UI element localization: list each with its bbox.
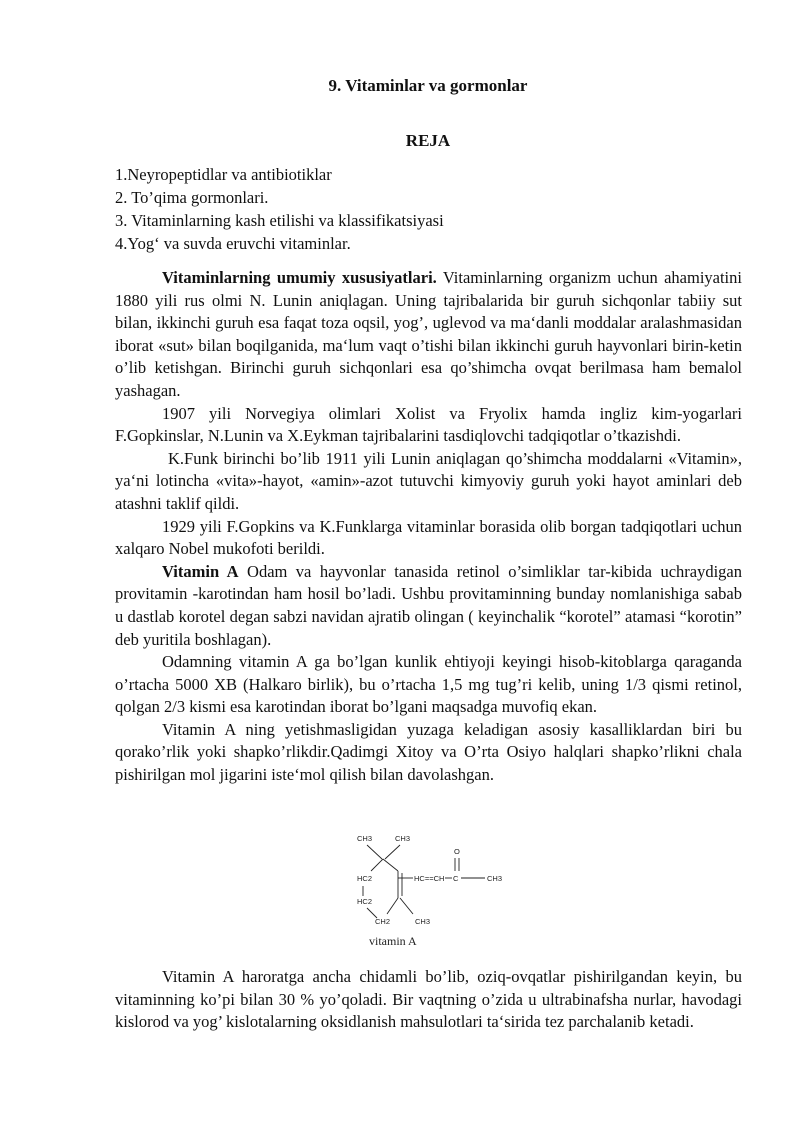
paragraph: Odamning vitamin A ga bo’lgan kunlik ehtiyoji keyingi hisob-kitoblarga qaraganda o’rtacha 5000 XB (Halkaro birlik), bu o’rtacha 1,5 mg tug’ri kelib, uning 1/3 qismi retinol, qolgan 2/3 kismi esa karotindan iborat bo’lgani maqsadga muvofiq ekan. <box>115 652 742 717</box>
main-text-continued <box>115 966 742 1034</box>
plan-item: 4.Yog‘ va suvda eruvchi vitaminlar. <box>115 234 351 253</box>
section-heading: Vitaminlarning umumiy xususiyatlari. <box>162 268 437 287</box>
label-ch3-top-right: CH3 <box>395 834 411 843</box>
bond <box>385 845 400 859</box>
paragraph: Vitamin A haroratga ancha chidamli bo’lib, oziq-ovqatlar pishirilgandan keyin, bu vitaminning ko’pi bilan 30 % yo’qoladi. Bir vaqtning o’zida u ultrabinafsha nurlar, havodagi kislorod va yog’ kislotalarning oksidlanish mahsulotlari ta‘sirida tez parchalanib ketadi. <box>115 967 742 1032</box>
paragraph: K.Funk birinchi bo’lib 1911 yili Lunin aniqlagan qo’shimcha moddalarni «Vitamin», ya‘ni lotincha «vita»-hayot, «amin»-azot tutuvchi kimyoviy guruh yoki hayot aminlari deb atashni taklif qildi. <box>115 448 742 513</box>
plan-list <box>115 163 755 255</box>
paragraph: Vitamin A ning yetishmasligidan yuzaga keladigan asosiy kasalliklardan biri bu qorako’rlik yoki shapko’rlikdir.Qadimgi Xitoy va O’rta Osiyo halqlari shapko’rlikni chala pishirilgan mol jigarini iste‘mol qilish bilan davolashgan. <box>115 719 742 785</box>
paragraph-text: Vitaminlarning organizm uchun ahamiyatini 1880 yili rus olmi N. Lunin aniqlagan. Uning tajribalarida bir guruh sichqonlar tabiiy sut bilan, ikkinchi guruh esa faqat toza oqsil, yog’, uglevod va ma‘danli moddalar aralashmasidan iborat «sut» bilan boqilganida, ma‘lum vaqt o’tishi bilan ikkinchi guruh hayvonlari birin-ketin o’lib ketishgan. Birinchi guruh sichqonlari esa qo’shimcha ovqat berilmasa ham bemalol yashagan. <box>115 268 742 400</box>
label-chain: HC==CH <box>414 874 445 883</box>
paragraph: 1907 yili Norvegiya olimlari Xolist va Fryolix hamda ingliz kim-yogarlari F.Gopkinslar, N.Lunin va X.Eykman tajribalarini tasdiqlovchi tadqiqotlar o’tkazishdi. <box>115 403 742 446</box>
section-heading: Vitamin A <box>162 561 239 581</box>
plan-item: 1.Neyropeptidlar va antibiotiklar <box>115 165 332 184</box>
label-c: C <box>453 874 459 883</box>
paragraph-text: Odam va hayvonlar tanasida retinol o’simliklar tar-kibida uchraydigan provitamin -karotindan ham hosil bo’ladi. Ushbu provitaminning bunday nomlanishiga sabab u dastlab korotel degan sabzi navidan ajratib olingan ( keyinchalik “korotel” atamasi “korotin” deb yuritila boshlagan). <box>115 561 742 649</box>
bond <box>387 898 398 914</box>
label-ch3-right: CH3 <box>487 874 503 883</box>
chemical-structure-diagram <box>345 826 530 951</box>
bond <box>383 859 398 871</box>
label-ch2-bottom: CH2 <box>375 917 391 926</box>
label-ch3-bottom: CH3 <box>415 917 431 926</box>
page-title: 9. Vitaminlar va gormonlar <box>328 76 528 95</box>
plan-item: 3. Vitaminlarning kash etilishi va klassifikatsiyasi <box>115 211 444 230</box>
paragraph: 1929 yili F.Gopkins va K.Funklarga vitaminlar borasida olib borgan tadqiqotlari uchun xalqaro Nobel mukofoti berildi. <box>115 516 742 559</box>
bond <box>371 859 383 871</box>
plan-item: 2. To’qima gormonlari. <box>115 188 269 207</box>
paragraph <box>115 561 742 651</box>
label-o: O <box>454 847 460 856</box>
bond <box>400 898 413 914</box>
main-text <box>115 267 742 787</box>
plan-heading: REJA <box>405 131 451 150</box>
label-ch3-top-left: CH3 <box>357 834 373 843</box>
vitamin-a-structure-figure <box>345 826 530 951</box>
label-hc2-a: HC2 <box>357 874 373 883</box>
figure-caption: vitamin A <box>369 934 417 948</box>
label-hc2-b: HC2 <box>357 897 373 906</box>
bond <box>367 845 382 859</box>
paragraph <box>115 267 742 403</box>
